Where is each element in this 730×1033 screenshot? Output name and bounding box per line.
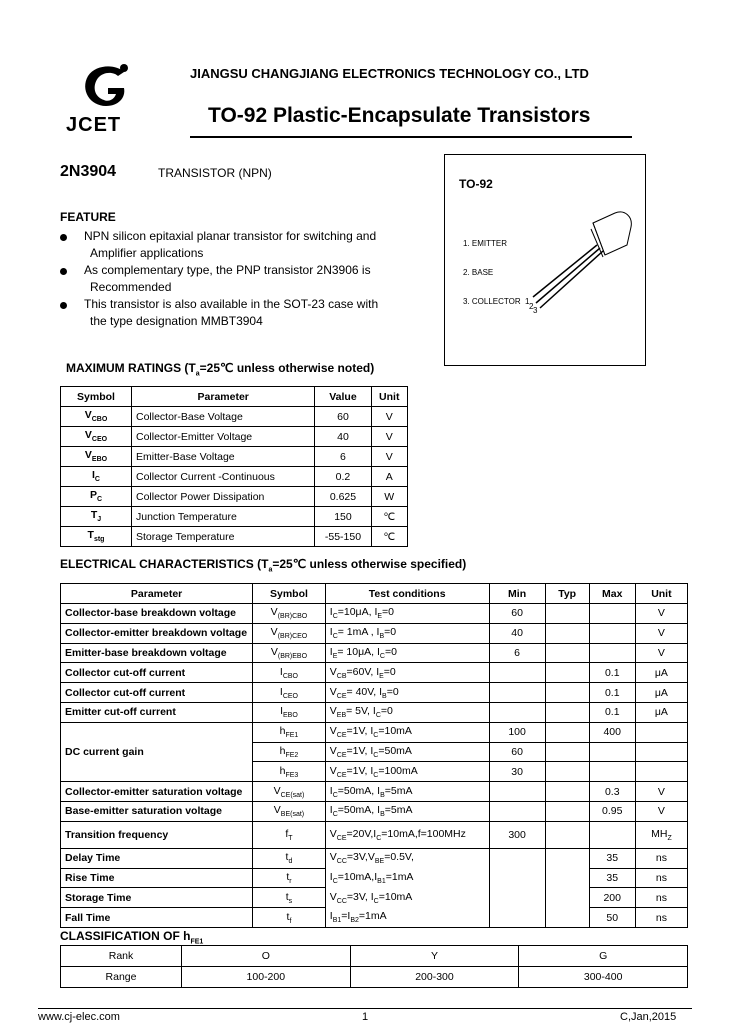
unit-cell: ℃	[371, 527, 408, 547]
min-cell	[489, 848, 545, 868]
condition-cell: $I_C=50mA$, $I_B=5mA$	[325, 801, 489, 821]
col-header: Min	[489, 584, 545, 604]
unit-cell: V	[371, 447, 408, 467]
parameter-cell: Emitter-base breakdown voltage	[61, 643, 253, 663]
condition-cell: $I_E= 10\mu A$, $I_C=0$	[325, 643, 489, 663]
rank-cell: Y	[350, 946, 519, 967]
parameter-cell: Emitter cut-off current	[61, 702, 253, 722]
col-header: Unit	[635, 584, 687, 604]
unit-cell: ns	[635, 908, 687, 928]
symbol-cell: $T_{stg}$	[61, 527, 132, 547]
table-row	[61, 801, 688, 821]
typ-cell	[545, 821, 589, 848]
max-cell: 0.3	[589, 782, 635, 802]
max-cell	[589, 742, 635, 762]
typ-cell	[545, 801, 589, 821]
symbol-cell: $t_d$	[253, 848, 326, 868]
table-row	[61, 427, 408, 447]
to92-package-drawing	[521, 205, 641, 315]
symbol-cell: $V_{CEO}$	[61, 427, 132, 447]
footer-rule	[38, 1008, 692, 1009]
table-row	[61, 447, 408, 467]
table-row	[61, 643, 688, 663]
parameter-cell: Transition frequency	[61, 821, 253, 848]
symbol-cell: $I_{CEO}$	[253, 683, 326, 703]
min-cell	[489, 683, 545, 703]
electrical-table	[60, 583, 688, 928]
parameter-cell: Storage Time	[61, 888, 253, 908]
unit-cell: V	[635, 782, 687, 802]
typ-cell	[545, 604, 589, 624]
company-name: JIANGSU CHANGJIANG ELECTRONICS TECHNOLOGY CO., LTD	[190, 66, 589, 81]
min-cell: 30	[489, 762, 545, 782]
max-ratings-table	[60, 386, 408, 547]
range-cell: 300-400	[519, 967, 688, 988]
symbol-cell: $I_{CBO}$	[253, 663, 326, 683]
part-number: 2N3904	[60, 163, 117, 180]
min-cell: 100	[489, 722, 545, 742]
max-ratings-heading: MAXIMUM RATINGS ($T_a=25℃$ unless otherwise noted)	[66, 361, 375, 378]
unit-cell	[635, 742, 687, 762]
table-row	[61, 821, 688, 848]
max-cell	[589, 821, 635, 848]
max-cell	[589, 643, 635, 663]
symbol-cell: $h_{FE2}$	[253, 742, 326, 762]
max-cell	[589, 604, 635, 624]
unit-cell: V	[635, 801, 687, 821]
min-cell: 60	[489, 742, 545, 762]
part-description: TRANSISTOR (NPN)	[158, 166, 272, 180]
unit-cell: $MH_Z$	[635, 821, 687, 848]
col-header: Unit	[371, 387, 408, 407]
unit-cell: μA	[635, 702, 687, 722]
pin-number-3: 3	[533, 306, 538, 315]
condition-cell: $I_C=50mA$, $I_B=5mA$	[325, 782, 489, 802]
range-label: Range	[61, 967, 182, 988]
condition-cell: $V_{CC}=3V,V_{BE}=0.5V$,	[325, 848, 489, 868]
parameter-cell: Collector-Emitter Voltage	[132, 427, 315, 447]
min-cell	[489, 888, 545, 908]
footer-date: C,Jan,2015	[620, 1011, 677, 1023]
title-rule	[190, 136, 632, 138]
typ-cell	[545, 848, 589, 868]
unit-cell: ns	[635, 848, 687, 868]
feature-line: As complementary type, the PNP transistor 2N3906 is	[84, 263, 371, 277]
feature-line: the type designation MMBT3904	[90, 314, 263, 328]
parameter-cell: Storage Temperature	[132, 527, 315, 547]
typ-cell	[545, 908, 589, 928]
symbol-cell: $V_{CE(sat)}$	[253, 782, 326, 802]
symbol-cell: $V_{(BR)CBO}$	[253, 604, 326, 624]
typ-cell	[545, 702, 589, 722]
feature-line: Recommended	[90, 280, 172, 294]
col-header: Value	[315, 387, 371, 407]
table-row	[61, 604, 688, 624]
condition-cell: $I_C=10\mu A$, $I_E=0$	[325, 604, 489, 624]
unit-cell: ns	[635, 888, 687, 908]
table-row	[61, 623, 688, 643]
min-cell: 40	[489, 623, 545, 643]
symbol-cell: $V_{(BR)CEO}$	[253, 623, 326, 643]
max-cell: 35	[589, 868, 635, 888]
range-cell: 200-300	[350, 967, 519, 988]
typ-cell	[545, 782, 589, 802]
parameter-cell: Fall Time	[61, 908, 253, 928]
symbol-cell: $P_C$	[61, 487, 132, 507]
parameter-cell: Base-emitter saturation voltage	[61, 801, 253, 821]
max-cell: 0.95	[589, 801, 635, 821]
footer-page-number: 1	[362, 1011, 369, 1023]
rank-cell: O	[182, 946, 351, 967]
value-cell: 6	[315, 447, 371, 467]
typ-cell	[545, 683, 589, 703]
table-row	[61, 407, 408, 427]
parameter-cell: Rise Time	[61, 868, 253, 888]
typ-cell	[545, 742, 589, 762]
value-cell: 0.2	[315, 467, 371, 487]
min-cell: 60	[489, 604, 545, 624]
max-cell: 0.1	[589, 663, 635, 683]
pin-number-1: 1	[525, 297, 530, 306]
unit-cell: V	[635, 604, 687, 624]
max-cell: 400	[589, 722, 635, 742]
pin-base: 2. BASE	[463, 268, 494, 277]
table-row	[61, 683, 688, 703]
symbol-cell: $t_r$	[253, 868, 326, 888]
unit-cell: W	[371, 487, 408, 507]
pin-number-2: 2	[529, 302, 534, 311]
condition-cell: $V_{CE}=20V,I_C=10mA,f=100MHz$	[325, 821, 489, 848]
logo-text: JCET	[66, 114, 122, 136]
parameter-cell: Collector cut-off current	[61, 663, 253, 683]
parameter-cell: Collector Current -Continuous	[132, 467, 315, 487]
unit-cell: V	[635, 643, 687, 663]
pin-collector: 3. COLLECTOR	[463, 297, 521, 306]
condition-cell: $V_{CE}=1V$, $I_C=100mA$	[325, 762, 489, 782]
logo-swirl-icon	[78, 62, 134, 112]
symbol-cell: $I_{EBO}$	[253, 702, 326, 722]
min-cell	[489, 908, 545, 928]
unit-cell	[635, 762, 687, 782]
typ-cell	[545, 643, 589, 663]
max-cell: 200	[589, 888, 635, 908]
table-row	[61, 848, 688, 868]
parameter-cell: Junction Temperature	[132, 507, 315, 527]
typ-cell	[545, 868, 589, 888]
package-box	[444, 154, 646, 366]
condition-cell: $V_{CE}=1V$, $I_C=10mA$	[325, 722, 489, 742]
feature-line: Amplifier applications	[90, 246, 204, 260]
symbol-cell: $h_{FE3}$	[253, 762, 326, 782]
table-row	[61, 722, 688, 742]
condition-cell: $I_{B1}=I_{B2}=1mA$	[325, 908, 489, 928]
classification-table	[60, 945, 688, 988]
table-row	[61, 527, 408, 547]
parameter-cell: Delay Time	[61, 848, 253, 868]
max-cell: 0.1	[589, 683, 635, 703]
condition-cell: $V_{CE}=1V$, $I_C=50mA$	[325, 742, 489, 762]
bullet-dot-icon	[60, 302, 67, 309]
footer-url: www.cj-elec.com	[38, 1011, 120, 1023]
unit-cell: ℃	[371, 507, 408, 527]
condition-cell: $V_{CC}=3V$, $I_C=10mA$	[325, 888, 489, 908]
symbol-cell: $I_C$	[61, 467, 132, 487]
parameter-cell: Collector cut-off current	[61, 683, 253, 703]
typ-cell	[545, 722, 589, 742]
max-cell: 50	[589, 908, 635, 928]
max-cell: 35	[589, 848, 635, 868]
condition-cell: $V_{EB}= 5V$, $I_C=0$	[325, 702, 489, 722]
symbol-cell: $V_{EBO}$	[61, 447, 132, 467]
unit-cell: A	[371, 467, 408, 487]
condition-cell: $V_{CE}= 40V$, $I_B=0$	[325, 683, 489, 703]
parameter-cell: Collector Power Dissipation	[132, 487, 315, 507]
unit-cell: V	[371, 427, 408, 447]
condition-cell: $V_{CB}=60V$, $I_E=0$	[325, 663, 489, 683]
table-row	[61, 702, 688, 722]
bullet-dot-icon	[60, 234, 67, 241]
parameter-cell: Emitter-Base Voltage	[132, 447, 315, 467]
unit-cell: V	[635, 623, 687, 643]
symbol-cell: $V_{(BR)EBO}$	[253, 643, 326, 663]
min-cell	[489, 868, 545, 888]
max-cell	[589, 762, 635, 782]
table-row	[61, 888, 688, 908]
col-header: Parameter	[61, 584, 253, 604]
max-cell: 0.1	[589, 702, 635, 722]
classification-heading: CLASSIFICATION OF $h_{FE1}$	[60, 929, 204, 946]
parameter-cell: Collector-Base Voltage	[132, 407, 315, 427]
unit-cell: μA	[635, 683, 687, 703]
symbol-cell: $f_T$	[253, 821, 326, 848]
symbol-cell: $V_{CBO}$	[61, 407, 132, 427]
col-header: Parameter	[132, 387, 315, 407]
value-cell: 40	[315, 427, 371, 447]
electrical-heading: ELECTRICAL CHARACTERISTICS ($T_a=25℃$ unless otherwise specified)	[60, 557, 467, 574]
unit-cell: μA	[635, 663, 687, 683]
range-cell: 100-200	[182, 967, 351, 988]
rank-label: Rank	[61, 946, 182, 967]
pin-emitter: 1. EMITTER	[463, 239, 508, 248]
company-logo	[60, 62, 150, 142]
min-cell	[489, 782, 545, 802]
symbol-cell: $h_{FE1}$	[253, 722, 326, 742]
rank-cell: G	[519, 946, 688, 967]
typ-cell	[545, 663, 589, 683]
package-name: TO-92	[459, 177, 493, 191]
min-cell	[489, 702, 545, 722]
document-title: TO-92 Plastic-Encapsulate Transistors	[208, 104, 591, 127]
table-row	[61, 868, 688, 888]
table-row	[61, 487, 408, 507]
unit-cell: V	[371, 407, 408, 427]
table-row	[61, 663, 688, 683]
parameter-cell: Collector-emitter saturation voltage	[61, 782, 253, 802]
symbol-cell: $t_f$	[253, 908, 326, 928]
col-header: Test conditions	[325, 584, 489, 604]
col-header: Max	[589, 584, 635, 604]
typ-cell	[545, 762, 589, 782]
typ-cell	[545, 888, 589, 908]
symbol-cell: $t_s$	[253, 888, 326, 908]
parameter-cell: DC current gain	[61, 722, 253, 781]
table-row	[61, 782, 688, 802]
condition-cell: $I_C= 1mA$ , $I_B=0$	[325, 623, 489, 643]
unit-cell: ns	[635, 868, 687, 888]
condition-cell: $I_C=10mA,I_{B1}=1mA$	[325, 868, 489, 888]
feature-line: This transistor is also available in the SOT-23 case with	[84, 297, 379, 311]
col-header: Typ	[545, 584, 589, 604]
value-cell: 0.625	[315, 487, 371, 507]
typ-cell	[545, 623, 589, 643]
feature-line: NPN silicon epitaxial planar transistor for switching and	[84, 229, 377, 243]
min-cell	[489, 663, 545, 683]
min-cell: 300	[489, 821, 545, 848]
table-row	[61, 467, 408, 487]
parameter-cell: Collector-emitter breakdown voltage	[61, 623, 253, 643]
unit-cell	[635, 722, 687, 742]
value-cell: -55-150	[315, 527, 371, 547]
col-header: Symbol	[253, 584, 326, 604]
col-header: Symbol	[61, 387, 132, 407]
table-row	[61, 908, 688, 928]
min-cell	[489, 801, 545, 821]
feature-heading: FEATURE	[60, 210, 116, 224]
max-cell	[589, 623, 635, 643]
symbol-cell: $V_{BE(sat)}$	[253, 801, 326, 821]
table-row	[61, 507, 408, 527]
value-cell: 150	[315, 507, 371, 527]
parameter-cell: Collector-base breakdown voltage	[61, 604, 253, 624]
bullet-dot-icon	[60, 268, 67, 275]
min-cell: 6	[489, 643, 545, 663]
value-cell: 60	[315, 407, 371, 427]
symbol-cell: $T_J$	[61, 507, 132, 527]
